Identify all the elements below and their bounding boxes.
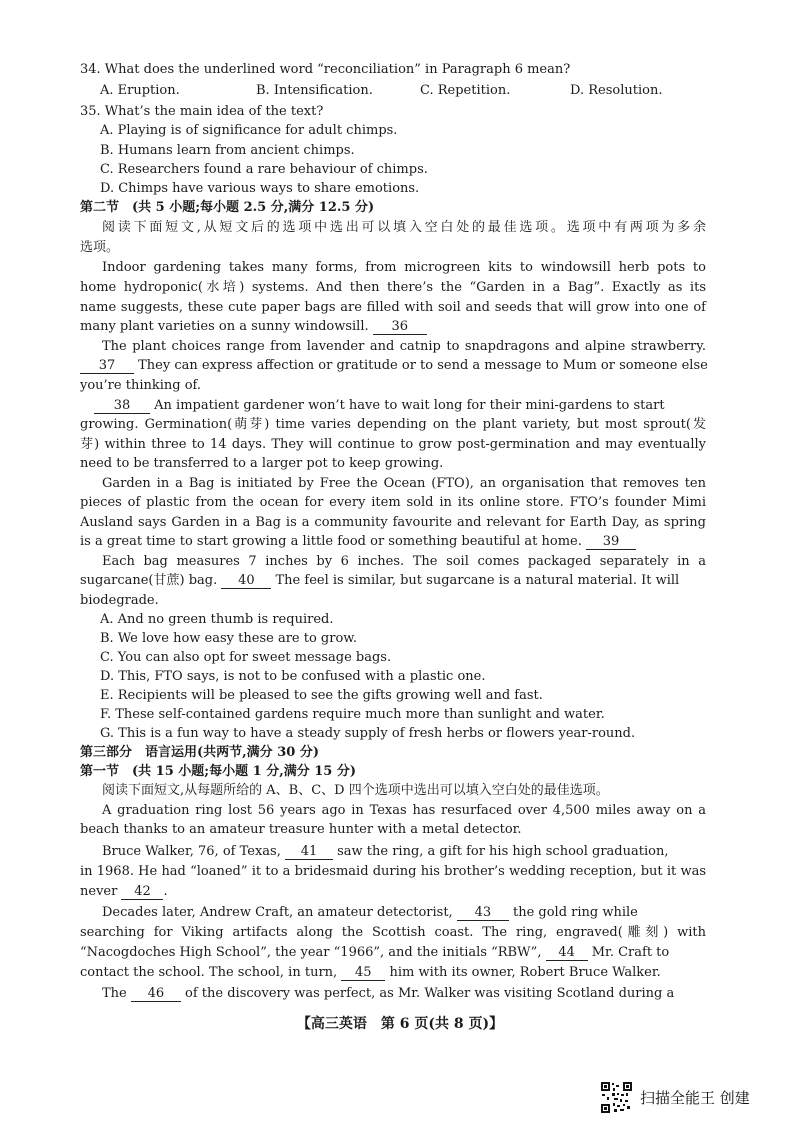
q2p1-line-2: beach thanks to an amateur treasure hunter with a metal detector.	[80, 822, 522, 837]
q2p3-text-c: “Nacogdoches High School”, the year “1966”, and the initials “RBW”,	[80, 945, 542, 960]
q35-option-b: B. Humans learn from ancient chimps.	[100, 143, 355, 158]
option-f: F. These self-contained gardens require much more than sunlight and water.	[100, 707, 605, 722]
option-e: E. Recipients will be pleased to see the gifts growing well and fast.	[100, 688, 543, 703]
q34-question: 34. What does the underlined word “reconciliation” in Paragraph 6 mean?	[80, 62, 571, 77]
p3-line-2: growing. Germination(萌芽) time varies depending on the plant variety, but most sprout(发	[80, 417, 706, 432]
q2p4-text-a: The	[102, 986, 127, 1001]
p2-line-3: you’re thinking of.	[80, 378, 202, 393]
q2p2-text-b: saw the ring, a gift for his high school graduation,	[337, 844, 669, 859]
qr-code-icon	[600, 1081, 633, 1114]
q2p2-line-2: in 1968. He had “loaned” it to a bridesmaid during his brother’s wedding reception, but it was	[80, 864, 706, 879]
section2-instruction-2: 选项。	[80, 240, 120, 255]
q2p3-line-2: searching for Viking artifacts along the Scottish coast. The ring, engraved(雕刻) with	[80, 925, 706, 940]
p1-line-3: name suggests, these cute paper bags are filled with soil and seeds that will grow into one of	[80, 300, 706, 315]
q2p3-text-b: the gold ring while	[512, 905, 638, 920]
p3-line-4: need to be transferred to a larger pot to keep growing.	[80, 456, 444, 471]
q2p3-text-f: him with its owner, Robert Bruce Walker.	[389, 965, 661, 980]
p1-line-1: Indoor gardening takes many forms, from microgreen kits to windowsill herb pots to	[102, 260, 706, 275]
q2p1-line-1: A graduation ring lost 56 years ago in Texas has resurfaced over 4,500 miles away on a	[102, 803, 706, 818]
q2p3-line-1	[80, 903, 706, 923]
blank-38[interactable]: 38	[94, 398, 150, 414]
p2-line-2	[80, 356, 706, 376]
blank-42[interactable]: 42	[121, 884, 163, 900]
blank-41[interactable]: 41	[285, 844, 333, 860]
option-d: D. This, FTO says, is not to be confused with a plastic one.	[100, 669, 486, 684]
q2p2-text-d: .	[163, 884, 168, 899]
blank-43[interactable]: 43	[457, 905, 509, 921]
p4-line-4	[80, 532, 706, 552]
q2p2-line-1	[80, 842, 706, 862]
p4-line-3: Ausland says Garden in a Bag is a community favourite and relevant for Earth Day, as spring	[80, 515, 706, 530]
q2p2-text-c: never	[80, 884, 118, 899]
q2p3-line-4	[80, 963, 706, 983]
part3-instruction: 阅读下面短文,从每题所给的 A、B、C、D 四个选项中选出可以填入空白处的最佳选项。	[102, 783, 609, 798]
p5-line-3: biodegrade.	[80, 593, 159, 608]
part3-subheading: 第一节 (共 15 小题;每小题 1 分,满分 15 分)	[80, 764, 357, 779]
p2-line-2-text: They can express affection or gratitude or to send a message to Mum or someone else	[138, 358, 708, 373]
p4-line-1: Garden in a Bag is initiated by Free the Ocean (FTO), an organisation that removes ten	[102, 476, 706, 491]
p3-line-3: 芽) within three to 14 days. They will continue to grow post-germination and may eventually	[80, 437, 706, 452]
q2p3-text-a: Decades later, Andrew Craft, an amateur detectorist,	[102, 905, 453, 920]
p4-line-2: pieces of plastic from the ocean for every item sold in its online store. FTO’s founder Mimi	[80, 495, 706, 510]
q2p2-text-a: Bruce Walker, 76, of Texas,	[102, 844, 281, 859]
q2p3-text-d: Mr. Craft to	[591, 945, 670, 960]
blank-37[interactable]: 37	[80, 358, 134, 374]
page-footer: 【高三英语 第 6 页(共 8 页)】	[296, 1016, 504, 1032]
section2-heading: 第二节 (共 5 小题;每小题 2.5 分,满分 12.5 分)	[80, 200, 375, 215]
p1-line-2: home hydroponic(水培) systems. And then there’s the “Garden in a Bag”. Exactly as its	[80, 280, 706, 295]
q2p4-line-1	[80, 984, 706, 1004]
blank-45[interactable]: 45	[341, 965, 385, 981]
q2p4-text-b: of the discovery was perfect, as Mr. Walker was visiting Scotland during a	[185, 986, 675, 1001]
blank-39[interactable]: 39	[586, 534, 636, 550]
blank-36[interactable]: 36	[373, 319, 427, 335]
part3-heading: 第三部分 语言运用(共两节,满分 30 分)	[80, 745, 319, 760]
p4-line-4-text: is a great time to start growing a little food or something beautiful at home.	[80, 534, 582, 549]
p2-line-1: The plant choices range from lavender and catnip to snapdragons and alpine strawberry.	[102, 339, 706, 354]
blank-44[interactable]: 44	[546, 945, 588, 961]
q34-option-d: D. Resolution.	[570, 83, 663, 98]
section2-instruction-1: 阅读下面短文,从短文后的选项中选出可以填入空白处的最佳选项。选项中有两项为多余	[102, 220, 706, 235]
p5-line-2	[80, 571, 706, 591]
p5-line-2-text-a: sugarcane(甘蔗) bag.	[80, 573, 218, 588]
q34-option-b: B. Intensification.	[256, 83, 373, 98]
option-g: G. This is a fun way to have a steady supply of fresh herbs or flowers year-round.	[100, 726, 636, 741]
p1-line-4-text: many plant varieties on a sunny windowsill.	[80, 319, 369, 334]
blank-46[interactable]: 46	[131, 986, 181, 1002]
p3-line-1	[80, 396, 706, 416]
q35-option-c: C. Researchers found a rare behaviour of chimps.	[100, 162, 428, 177]
q2p3-line-3	[80, 943, 706, 963]
q2p3-text-e: contact the school. The school, in turn,	[80, 965, 338, 980]
q35-question: 35. What’s the main idea of the text?	[80, 104, 324, 119]
q2p2-line-3	[80, 882, 706, 902]
p3-line-1-text: An impatient gardener won’t have to wait long for their mini-gardens to start	[154, 398, 665, 413]
option-a: A. And no green thumb is required.	[100, 612, 334, 627]
p1-line-4	[80, 317, 706, 337]
option-c: C. You can also opt for sweet message bags.	[100, 650, 392, 665]
blank-40[interactable]: 40	[221, 573, 271, 589]
q34-option-c: C. Repetition.	[420, 83, 511, 98]
scanner-watermark-label: 扫描全能王 创建	[640, 1089, 750, 1107]
q34-option-a: A. Eruption.	[100, 83, 180, 98]
q35-option-d: D. Chimps have various ways to share emotions.	[100, 181, 420, 196]
p5-line-1: Each bag measures 7 inches by 6 inches. The soil comes packaged separately in a	[102, 554, 706, 569]
p5-line-2-text-b: The feel is similar, but sugarcane is a natural material. It will	[275, 573, 680, 588]
option-b: B. We love how easy these are to grow.	[100, 631, 357, 646]
q35-option-a: A. Playing is of significance for adult chimps.	[100, 123, 398, 138]
